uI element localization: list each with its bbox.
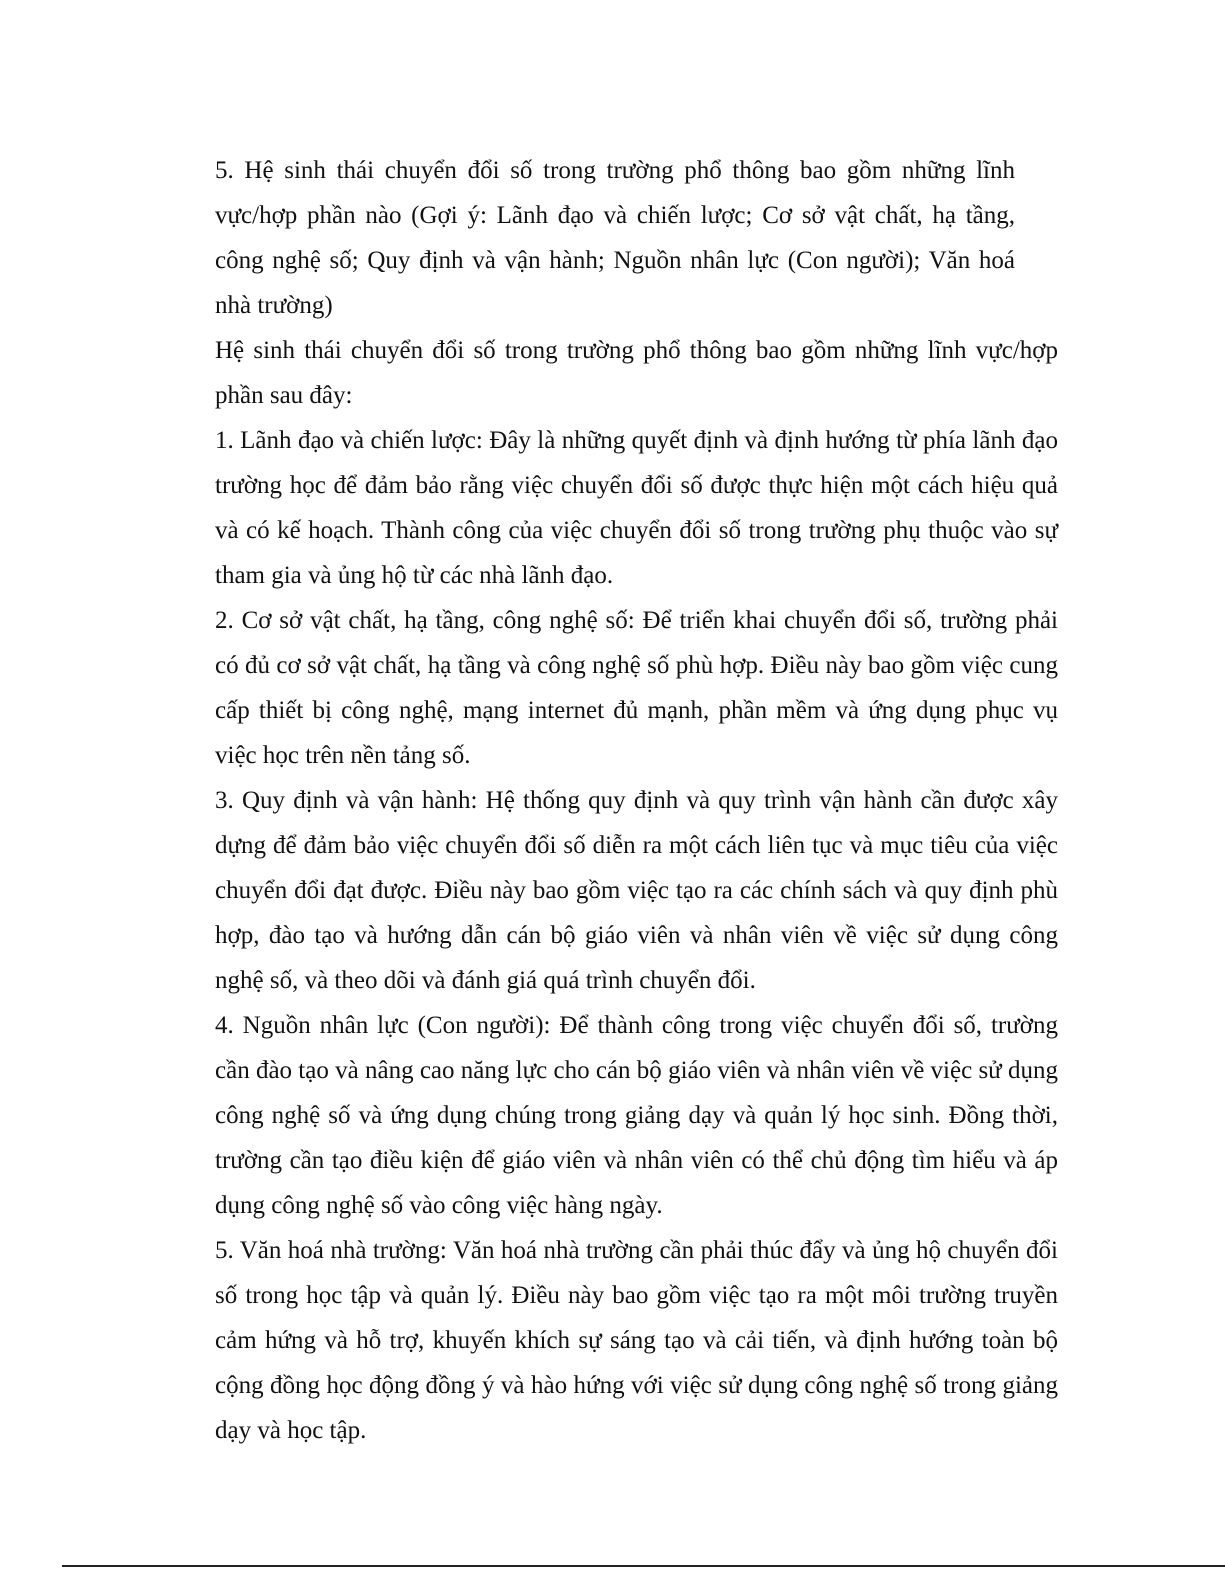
answer-item-human-resources: 4. Nguồn nhân lực (Con người): Để thành công trong việc chuyển đổi số, trường cần đào tạo và nâng cao năng lực cho cán bộ giáo viên và nhân viên về việc sử dụng công nghệ số và ứng dụng chúng trong giảng dạy và quản lý học sinh. Đồng thời, trường cần tạo điều kiện để giáo viên và nhân viên có thể chủ động tìm hiểu và áp dụng công nghệ số vào công việc hàng ngày. [215, 1012, 1058, 1219]
answer-item-infrastructure: 2. Cơ sở vật chất, hạ tầng, công nghệ số: Để triển khai chuyển đổi số, trường phải có đủ cơ sở vật chất, hạ tầng và công nghệ số phù hợp. Điều này bao gồm việc cung cấp thiết bị công nghệ, mạng internet đủ mạnh, phần mềm và ứng dụng phục vụ việc học trên nền tảng số. [215, 607, 1058, 769]
answer-item-school-culture: 5. Văn hoá nhà trường: Văn hoá nhà trường cần phải thúc đẩy và ủng hộ chuyển đổi số trong học tập và quản lý. Điều này bao gồm việc tạo ra một môi trường truyền cảm hứng và hỗ trợ, khuyến khích sự sáng tạo và cải tiến, và định hướng toàn bộ cộng đồng học động đồng ý và hào hứng với việc sử dụng công nghệ số trong giảng dạy và học tập. [215, 1237, 1058, 1444]
document-body [215, 148, 1058, 1453]
question-heading: 5. Hệ sinh thái chuyển đổi số trong trường phổ thông bao gồm những lĩnh vực/hợp phần nào (Gợi ý: Lãnh đạo và chiến lược; Cơ sở vật chất, hạ tầng, công nghệ số; Quy định và vận hành; Nguồn nhân lực (Con người); Văn hoá nhà trường) [215, 157, 1015, 319]
answer-item-leadership: 1. Lãnh đạo và chiến lược: Đây là những quyết định và định hướng từ phía lãnh đạo trường học để đảm bảo rằng việc chuyển đổi số được thực hiện một cách hiệu quả và có kế hoạch. Thành công của việc chuyển đổi số trong trường phụ thuộc vào sự tham gia và ủng hộ từ các nhà lãnh đạo. [215, 427, 1058, 589]
bottom-divider [62, 1565, 1225, 1567]
answer-item-regulation: 3. Quy định và vận hành: Hệ thống quy định và quy trình vận hành cần được xây dựng để đảm bảo việc chuyển đổi số diễn ra một cách liên tục và mục tiêu của việc chuyển đổi đạt được. Điều này bao gồm việc tạo ra các chính sách và quy định phù hợp, đào tạo và hướng dẫn cán bộ giáo viên và nhân viên về việc sử dụng công nghệ số, và theo dõi và đánh giá quá trình chuyển đổi. [215, 787, 1058, 994]
answer-intro: Hệ sinh thái chuyển đổi số trong trường phổ thông bao gồm những lĩnh vực/hợp phần sau đây: [215, 337, 1058, 409]
